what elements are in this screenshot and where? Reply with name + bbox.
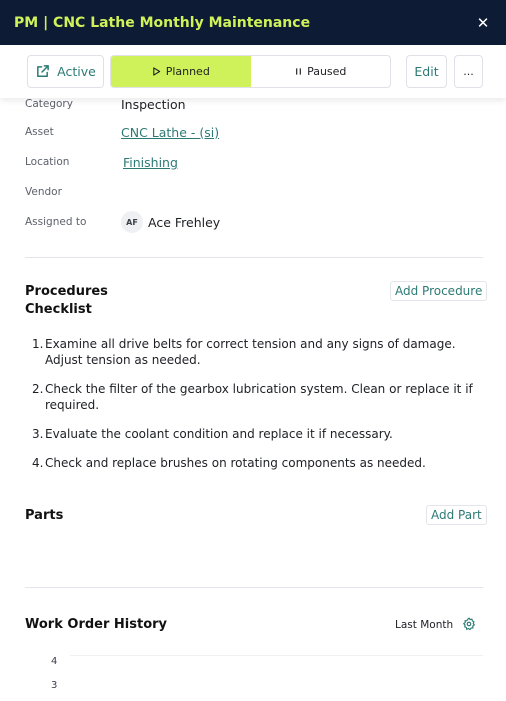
assignee-name: Ace Frehley: [148, 214, 221, 230]
location-label: Location: [25, 156, 70, 168]
work-order-history-chart: [25, 654, 483, 701]
status-planned-label: Planned: [165, 65, 210, 78]
step-number: 4.: [32, 456, 44, 470]
asset-row: [25, 123, 219, 141]
step-text: Examine all drive belts for correct tension and any signs of damage. Adjust tension as needed.: [45, 337, 456, 367]
y-tick-label: 3: [51, 680, 58, 691]
page-title: PM | CNC Lathe Monthly Maintenance: [14, 14, 311, 31]
date-range-select[interactable]: Last Month: [395, 619, 454, 631]
parts-title: Parts: [25, 508, 64, 523]
close-icon[interactable]: ✕: [476, 13, 490, 32]
pause-icon: [294, 67, 303, 76]
add-procedure-button[interactable]: Add Procedure: [390, 281, 487, 301]
category-label: Category: [25, 98, 73, 110]
step-text: Check the filter of the gearbox lubrication system. Clean or replace it if required.: [45, 382, 473, 412]
step-number: 1.: [32, 337, 44, 351]
assigned-to-row: [25, 211, 220, 233]
vendor-label: Vendor: [25, 186, 62, 198]
y-tick-label: 4: [51, 656, 58, 667]
list-item: [32, 426, 482, 442]
status-paused-label: Paused: [307, 65, 347, 78]
asset-label: Asset: [25, 126, 54, 138]
category-row: [25, 98, 186, 112]
step-number: 3.: [32, 427, 44, 441]
avatar: AF: [121, 211, 143, 233]
status-segmented-control: [110, 55, 391, 88]
active-label: Active: [57, 64, 96, 79]
edit-button[interactable]: Edit: [406, 55, 447, 88]
list-item: [32, 381, 482, 413]
vendor-row: [25, 184, 121, 200]
step-number: 2.: [32, 382, 44, 396]
gear-icon[interactable]: [462, 617, 476, 631]
external-link-icon: [35, 64, 50, 79]
active-button[interactable]: [27, 55, 104, 88]
work-order-history-title: Work Order History: [25, 617, 168, 632]
procedures-title: [25, 283, 108, 319]
assigned-to-label: Assigned to: [25, 216, 87, 228]
list-item: [32, 336, 482, 368]
procedure-list: [32, 336, 482, 484]
details-panel[interactable]: [0, 98, 506, 701]
more-options-button[interactable]: ...: [454, 55, 483, 88]
status-planned-button[interactable]: [111, 56, 251, 87]
modal-header: [0, 0, 506, 45]
gridline: [70, 655, 483, 656]
procedures-title-line1: Procedures: [25, 284, 108, 299]
divider: [25, 257, 483, 258]
divider: [25, 587, 483, 588]
asset-link[interactable]: CNC Lathe - (si): [121, 124, 220, 140]
location-link[interactable]: Finishing: [123, 154, 178, 170]
action-toolbar: [0, 45, 506, 98]
play-icon: [152, 67, 161, 76]
step-text: Check and replace brushes on rotating components as needed.: [45, 456, 426, 470]
step-text: Evaluate the coolant condition and replace it if necessary.: [45, 427, 393, 441]
category-value: Inspection: [121, 98, 186, 112]
location-row: [25, 153, 178, 171]
status-paused-button[interactable]: [251, 56, 391, 87]
add-part-button[interactable]: Add Part: [426, 505, 487, 525]
list-item: [32, 455, 482, 471]
procedures-title-line2: Checklist: [25, 302, 92, 317]
